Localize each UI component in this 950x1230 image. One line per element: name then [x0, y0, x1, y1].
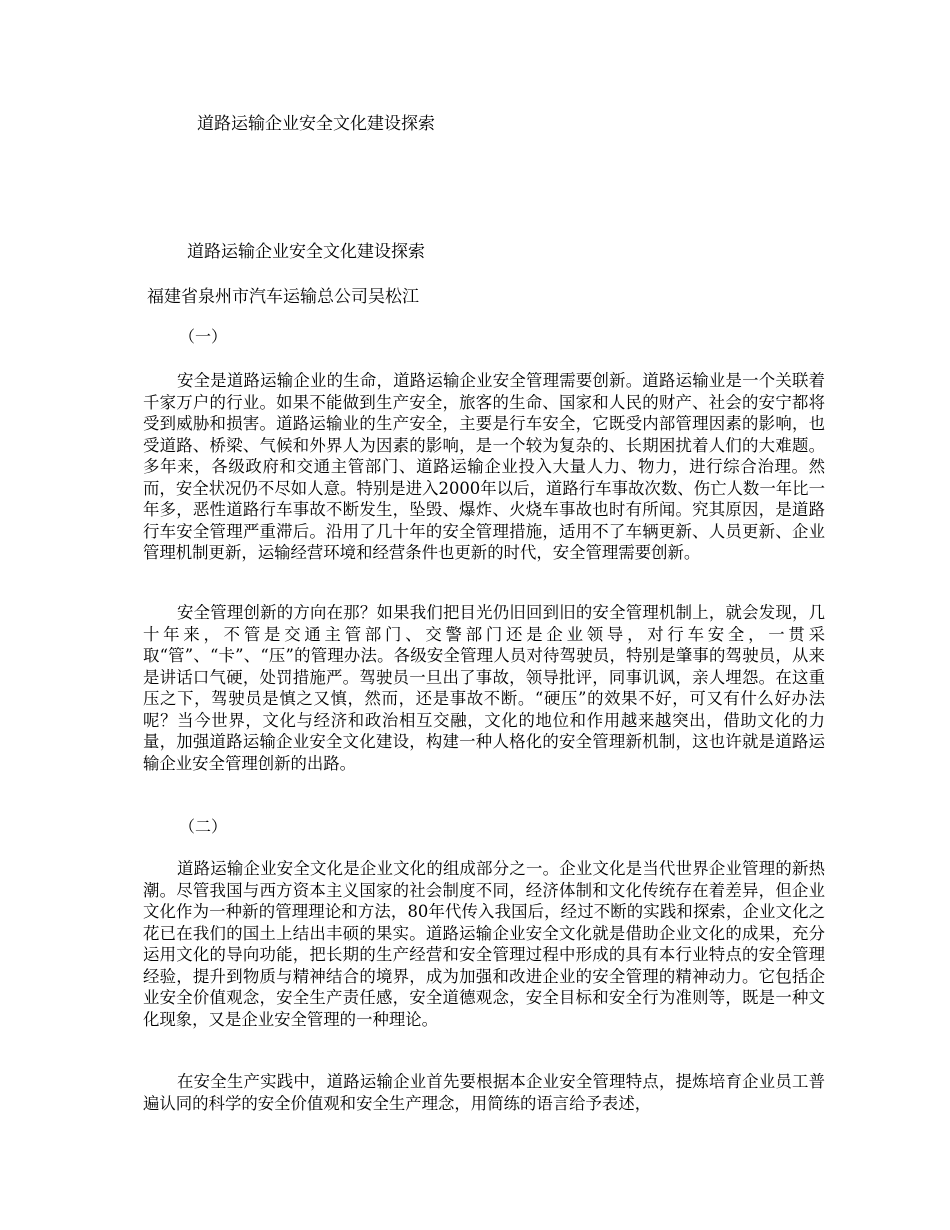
paragraph-1: 安全是道路运输企业的生命，道路运输企业安全管理需要创新。道路运输业是一个关联着千家万户的行业。如果不能做到生产安全，旅客的生命、国家和人民的财产、社会的安宁都将受到威胁和损害。道路运输业的生产安全，主要是行车安全，它既受内部管理因素的影响，也受道路、桥梁、气候和外界人为因素的影响，是一个较为复杂的、长期困扰着人们的大难题。多年来，各级政府和交通主管部门、道路运输企业投入大量人力、物力，进行综合治理。然而，安全状况仍不尽如人意。特别是进入2000年以后，道路行车事故次数、伤亡人数一年比一年多，恶性道路行车事故不断发生，坠毁、爆炸、火烧车事故也时有所闻。究其原因，是道路行车安全管理严重滞后。沿用了几十年的安全管理措施，适用不了车辆更新、人员更新、企业管理机制更新，运输经营环境和经营条件也更新的时代，安全管理需要创新。	[143, 371, 825, 562]
paragraph-4: 在安全生产实践中，道路运输企业首先要根据本企业安全管理特点，提炼培育企业员工普遍认同的科学的安全价值观和安全生产理念，用简练的语言给予表述，	[143, 1072, 825, 1113]
article-title: 道路运输企业安全文化建设探索	[187, 242, 425, 262]
document-title: 道路运输企业安全文化建设探索	[197, 114, 435, 134]
section-heading-2: （二）	[179, 817, 228, 836]
paragraph-3: 道路运输企业安全文化是企业文化的组成部分之一。企业文化是当代世界企业管理的新热潮。尽管我国与西方资本主义国家的社会制度不同，经济体制和文化传统存在着差异，但企业文化作为一种新的管理理论和方法，80年代传入我国后，经过不断的实践和探索，企业文化之花已在我们的国土上结出丰硕的果实。道路运输企业安全文化就是借助企业文化的成果，充分运用文化的导向功能，把长期的生产经营和安全管理过程中形成的具有本行业特点的安全管理经验，提升到物质与精神结合的境界，成为加强和改进企业的安全管理的精神动力。它包括企业安全价值观念，安全生产责任感，安全道德观念，安全目标和安全行为准则等，既是一种文化现象，又是企业安全管理的一种理论。	[143, 859, 825, 1029]
section-heading-1: （一）	[179, 327, 228, 346]
paragraph-2: 安全管理创新的方向在那？如果我们把目光仍旧回到旧的安全管理机制上，就会发现，几十年来，不管是交通主管部门、交警部门还是企业领导，对行车安全，一贯采取“管”、“卡”、“压”的管理办法。各级安全管理人员对待驾驶员，特别是肇事的驾驶员，从来是讲话口气硬，处罚措施严。驾驶员一旦出了事故，领导批评，同事讥讽，亲人埋怨。在这重压之下，驾驶员是慎之又慎，然而，还是事故不断。“硬压”的效果不好，可又有什么好办法呢？当今世界，文化与经济和政治相互交融，文化的地位和作用越来越突出，借助文化的力量，加强道路运输企业安全文化建设，构建一种人格化的安全管理新机制，这也许就是道路运输企业安全管理创新的出路。	[143, 603, 825, 773]
author-line: 福建省泉州市汽车运输总公司吴松江	[147, 287, 419, 307]
